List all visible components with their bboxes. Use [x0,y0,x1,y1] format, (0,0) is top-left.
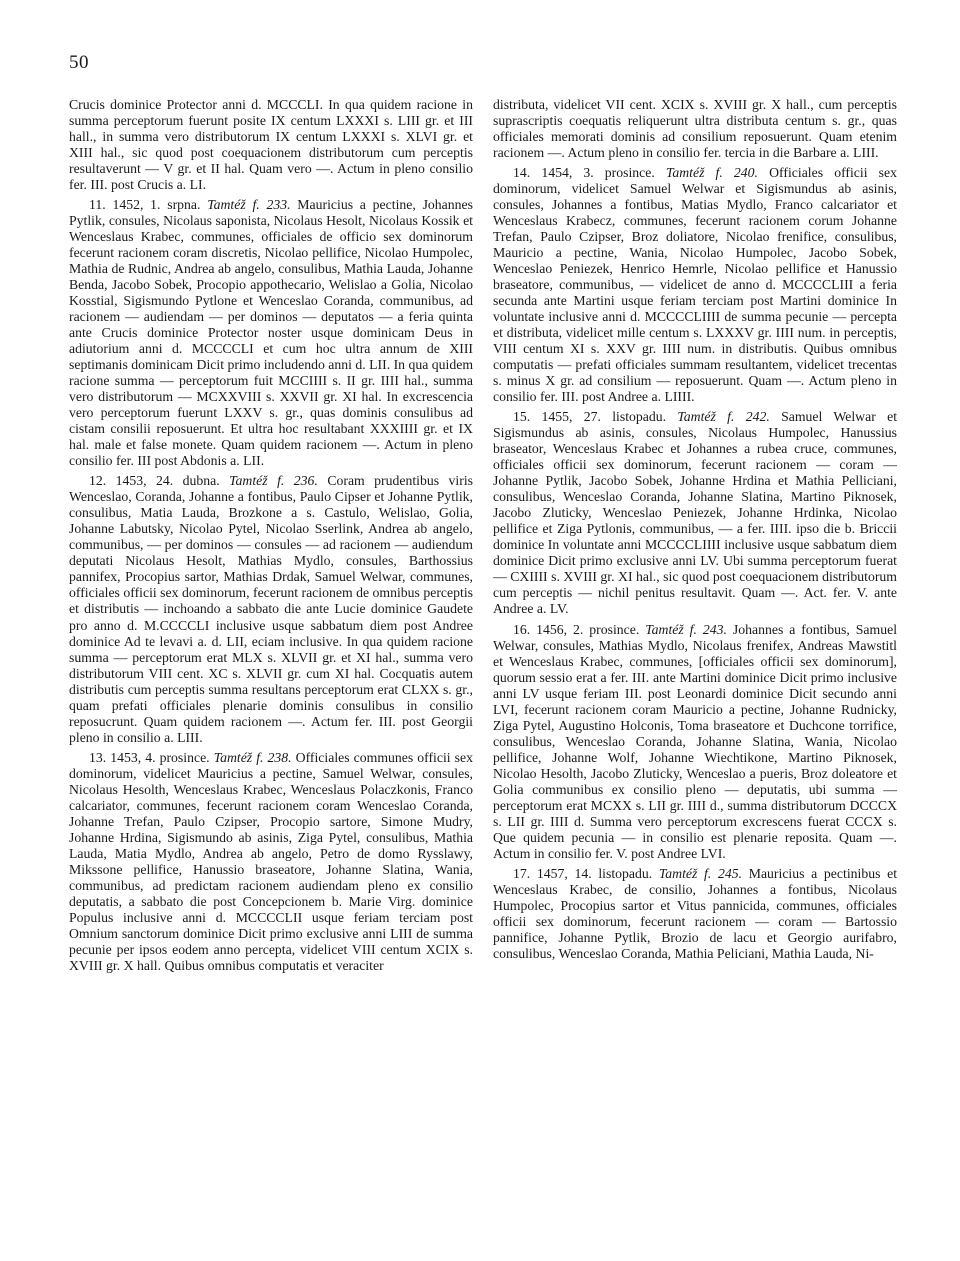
entry-reference: Tamtéž f. 243. [645,621,727,637]
continuation-paragraph: distributa, videlicet VII cent. XCIX s. XVIII gr. X hall., cum perceptis suprascriptis coequatis reliquerunt ultra distributa centum s. gr., quas officiales memorati dominis ad consilium reposuerunt. Quam etenim racionem —. Actum pleno in consilio fer. tercia in die Barbare a. LIII. [493,97,897,161]
entry-text: Mauricius a pectine, Johannes Pytlik, consules, Nicolaus saponista, Nicolaus Hesolt, Nicolaus Kossik et Wenceslaus Krabec, communes, officiales de officio sex dominorum fecerunt racionem coram discretis, Nicolao pellifice, Nicolao Humpolec, Mathia de Rudnic, Andrea ab angelo, consulibus, Mathia Lauda, Johanne Benda, Jacobo Sobek, Procopio appothecario, Welislao a Golia, Nicolao Kosstial, Sigismundo Pytlone et Wenceslao Coranda, communibus, ad racionem — audiendam — per dominos — deputatos — a feria quinta ante Crucis dominice Protector noster usque dominicam Deus in adiutorium anni d. MCCCCLI et cum hoc ultra annum de XIII septimanis dominicam Dicit primo includendo anni d. LII. In qua quidem racione summa — perceptorum fuit MCCIIII s. II gr. IIII hal., summa vero distributorum — MCXXVIII s. XXVII gr. XI hal. In excrescencia vero perceptorum fuerunt LXXV s. gr., quas dominis consulibus ad cistam consilii reposuerunt. Et ultra hoc resultabant XXXIIII gr. et IX hal. male et false monete. Quam quidem racionem —. Actum in pleno consilio fer. III post Abdonis a. LII. [69,197,474,469]
entry-reference: Tamtéž f. 240. [665,165,758,181]
entry-text: Samuel Welwar et Sigismundus ab asinis, consules, Nicolaus Humpolec, Hanussius braseator, Wenceslaus Krabec et Johannes a rubea cruce, communes, officiales officii sex dominorum, fecerunt racionem — coram — Johanne Pytlik, Jacobo Sobek, Johanne Hrdina et Mathia Pelliciani, consulibus, Wenceslao Coranda, Johanne Slatina, Martino Piknosek, Jacobo Zluticky, Wenceslao Peniezek, Johanne Hrdinka, Nicolao pellifice et Ziga Pytlonis, communibus, — a fer. IIII. ipso die b. Briccii dominice In voluntate anni MCCCCLIIII inclusive usque sabbatum diem dominice Dicit primo exclusive anni LV. Ubi summa perceptorum fuerat — CXIIII s. XVIII gr. XI hal., sic quod post coequacionem distributorum cum perceptis — nichil penitus resultavit. Quam —. Act. fer. V. ante Andree a. LV. [493,409,898,617]
entry-text: Mauricius a pectinibus et Wenceslaus Krabec, de consilio, Johannes a fontibus, Nicolaus Humpolec, Procopius sartor et Vitus pannicida, communes, officiales officii sex dominorum, fecerunt racionem — coram — Bartossio pannifice, Johanne Pytlik, Brozio de lacu et Georgio aurifabro, consulibus, Wenceslao Coranda, Mathia Peliciani, Mathia Lauda, Ni- [493,865,898,961]
entry-14 [493,165,897,405]
entry-number: 11. [89,197,106,213]
entry-number: 16. [513,621,531,637]
entry-date: 1453, 24. dubna. [115,473,220,489]
entry-number: 13. [89,749,107,765]
continuation-paragraph: Crucis dominice Protector anni d. MCCCLI. In qua quidem racione in summa perceptorum fuerunt posite IX centum LXXXI s. LIII gr. et III hall., in summa vero distributorum IX centum LXXXI s. XLVI gr. et XIII hal., sic quod post coequacionem distributorum cum perceptis resultaverunt — V gr. et II hal. Quam vero —. Actum in pleno consilio fer. III. post Crucis a. LI. [69,97,473,193]
entry-text: Officiales communes officii sex dominorum, videlicet Mauricius a pectine, Samuel Welwar, consules, Nicolaus Hesolth, Wenceslaus Krabec, Wenceslaus Polaczkonis, Franco calcariator, communes, fecerunt racionem coram Wenceslao Coranda, Johanne Trefan, Paulo Czipser, Procopio sartore, Simone Mudry, Johanne Hrdina, Sigismundo ab asinis, Ziga Pytel, consulibus, Mathia Lauda, Matia Mydlo, Andrea ab angelo, Petro de domo Rysslawy, Mikssone pellifice, Hanussio braseatore, Johanne Slatina, Wania, communibus, ad predictam racionem audiendam pleno ex consilio deputatis, a sabbato die post Concepcionem b. Marie Virg. dominice Populus inclusive anni d. MCCCCLII usque feriam terciam post Omnium sanctorum dominice Dicit primo exclusive anni LIII de summa pecunie per ipsos eodem anno percepta, videlicet VIII centum XCIX s. XVIII gr. X hall. Quibus omnibus computatis et veraciter [69,749,474,973]
entry-date: 1454, 3. prosince. [541,165,655,181]
entry-reference: Tamtéž f. 242. [677,409,770,425]
entry-reference: Tamtéž f. 233. [207,197,291,213]
entry-date: 1457, 14. listopadu. [536,865,653,881]
entry-reference: Tamtéž f. 236. [229,473,318,489]
entry-15 [493,409,897,617]
entry-text: Officiales officii sex dominorum, videlicet Samuel Welwar et Sigismundus ab asinis, consules, Johannes a fontibus, Matias Mydlo, Franco calcariator et Wenceslaus Krabecz, communes, fecerunt racionem corum Johanne Trefan, Paulo Czipser, Broz doliatore, Nicolao frenifice, consulibus, Mauricio a pectine, Wania, Nicolao Humpolec, Jacobo Sobek, Wenceslao Peniezek, Henrico Hemrle, Nicolao pellifice et Hanussio braseatore, communibus, — videlicet de anno d. MCCCCLIII a feria secunda ante Martini usque feriam terciam post Martini dominice In voluntate inclusive anni d. MCCCCLIIII de summa pecunie — percepta et distributa, videlicet mille centum s. LXXXV gr. IIII num. in perceptis, VIII centum XI s. XXV gr. IIII num. in distributis. Quibus omnibus computatis — prefati officiales summam resultantem, videlicet trecentas s. minus X gr. ad consilium — reposuerunt. Quam —. Actum pleno in consilio fer. III. post Andree a. LIIII. [493,165,897,405]
page-number: 50 [69,52,89,73]
entry-date: 1452, 1. srpna. [112,197,201,213]
entry-reference: Tamtéž f. 238. [213,749,292,765]
entry-number: 17. [513,865,531,881]
entry-13 [69,750,473,974]
entry-number: 12. [89,473,107,489]
entry-11 [69,197,473,469]
entry-reference: Tamtéž f. 245. [658,865,743,881]
entry-12 [69,473,473,745]
entry-text: Johannes a fontibus, Samuel Welwar, consules, Mathias Mydlo, Nicolaus frenifex, Andreas Mawstitl et Wenceslaus Krabec, communes, [officiales officii sex dominorum], quorum sessio erat a fer. III. ante Martini dominice Dicit primo inclusive anni LV usque feriam III. post Leonardi dominice Dicit secundo anni LVI, fecerunt racionem coram Mauricio a pectine, Johanne Rudnicky, Ziga Pytel, Augustino Holconis, Toma braseatore et Duchcone torrifice, consulibus, Wenceslao Coranda, Johanne Slatina, Wania, Nicolao pellifice, Johanne Wolf, Johanne Wiechtikone, Martino Piknosek, Nicolao Hesolth, Jacobo Zluticky, Wenceslao a pueris, Broz doleatore et Golia communibus ex consilio pleno — deputatis, ubi summa — perceptorum erat MCXX s. LII gr. IIII d., summa distributorum DCCCX s. LII gr. IIII d. Summa vero perceptorum excrescens fuerat CCCX s. Que quidem pecunia — in consilio est plenarie reposita. Quam —. Actum in consilio fer. V. post Andree LVI. [493,621,898,861]
left-column [69,97,473,974]
entry-number: 15. [513,409,531,425]
entry-date: 1455, 27. listopadu. [541,409,667,425]
entry-16 [493,622,897,862]
right-column [493,97,897,962]
entry-date: 1453, 4. prosince. [110,749,210,765]
entry-17 [493,866,897,962]
entry-number: 14. [513,165,531,181]
entry-text: Coram prudentibus viris Wenceslao, Coranda, Johanne a fontibus, Paulo Cipser et Johanne Pytlik, consulibus, Matia Lauda, Brozkone a s. Castulo, Welislao, Golia, Johanne Labutsky, Nicolao Pytel, Nicolao Sserlink, Andrea ab angelo, communibus, — per dominos — consules — ad racionem — audiendum deputati Nicolaus Hesolt, Mathias Mydlo, consules, Barthossius pannifex, Procopius sartor, Mathias Drdak, Samuel Welwar, communes, officiales officii sex dominorum, fecerunt racionem de omnibus perceptis et distributis — inchoando a sabbato die ante Lucie dominice Gaudete pro anno d. M.CCCCLI inclusive usque sabbatum diem post Andree dominice Ad te levavi a. d. LII, eciam inclusive. In qua quidem racione summa — perceptorum erat MLX s. XLVII gr. et XI hal., summa vero distributorum VIII cent. XC s. XLVII gr. cum XI hal. Cocquatis autem distributis cum perceptis summa resultans perceptorum erat CLXX s. gr., quam prefati officiales plenarie dominis consulibus in consilio reposucrunt. Quam quidem racionem —. Actum fer. III. post Georgii pleno in consilio a. LIII. [69,473,474,745]
entry-date: 1456, 2. prosince. [536,621,640,637]
